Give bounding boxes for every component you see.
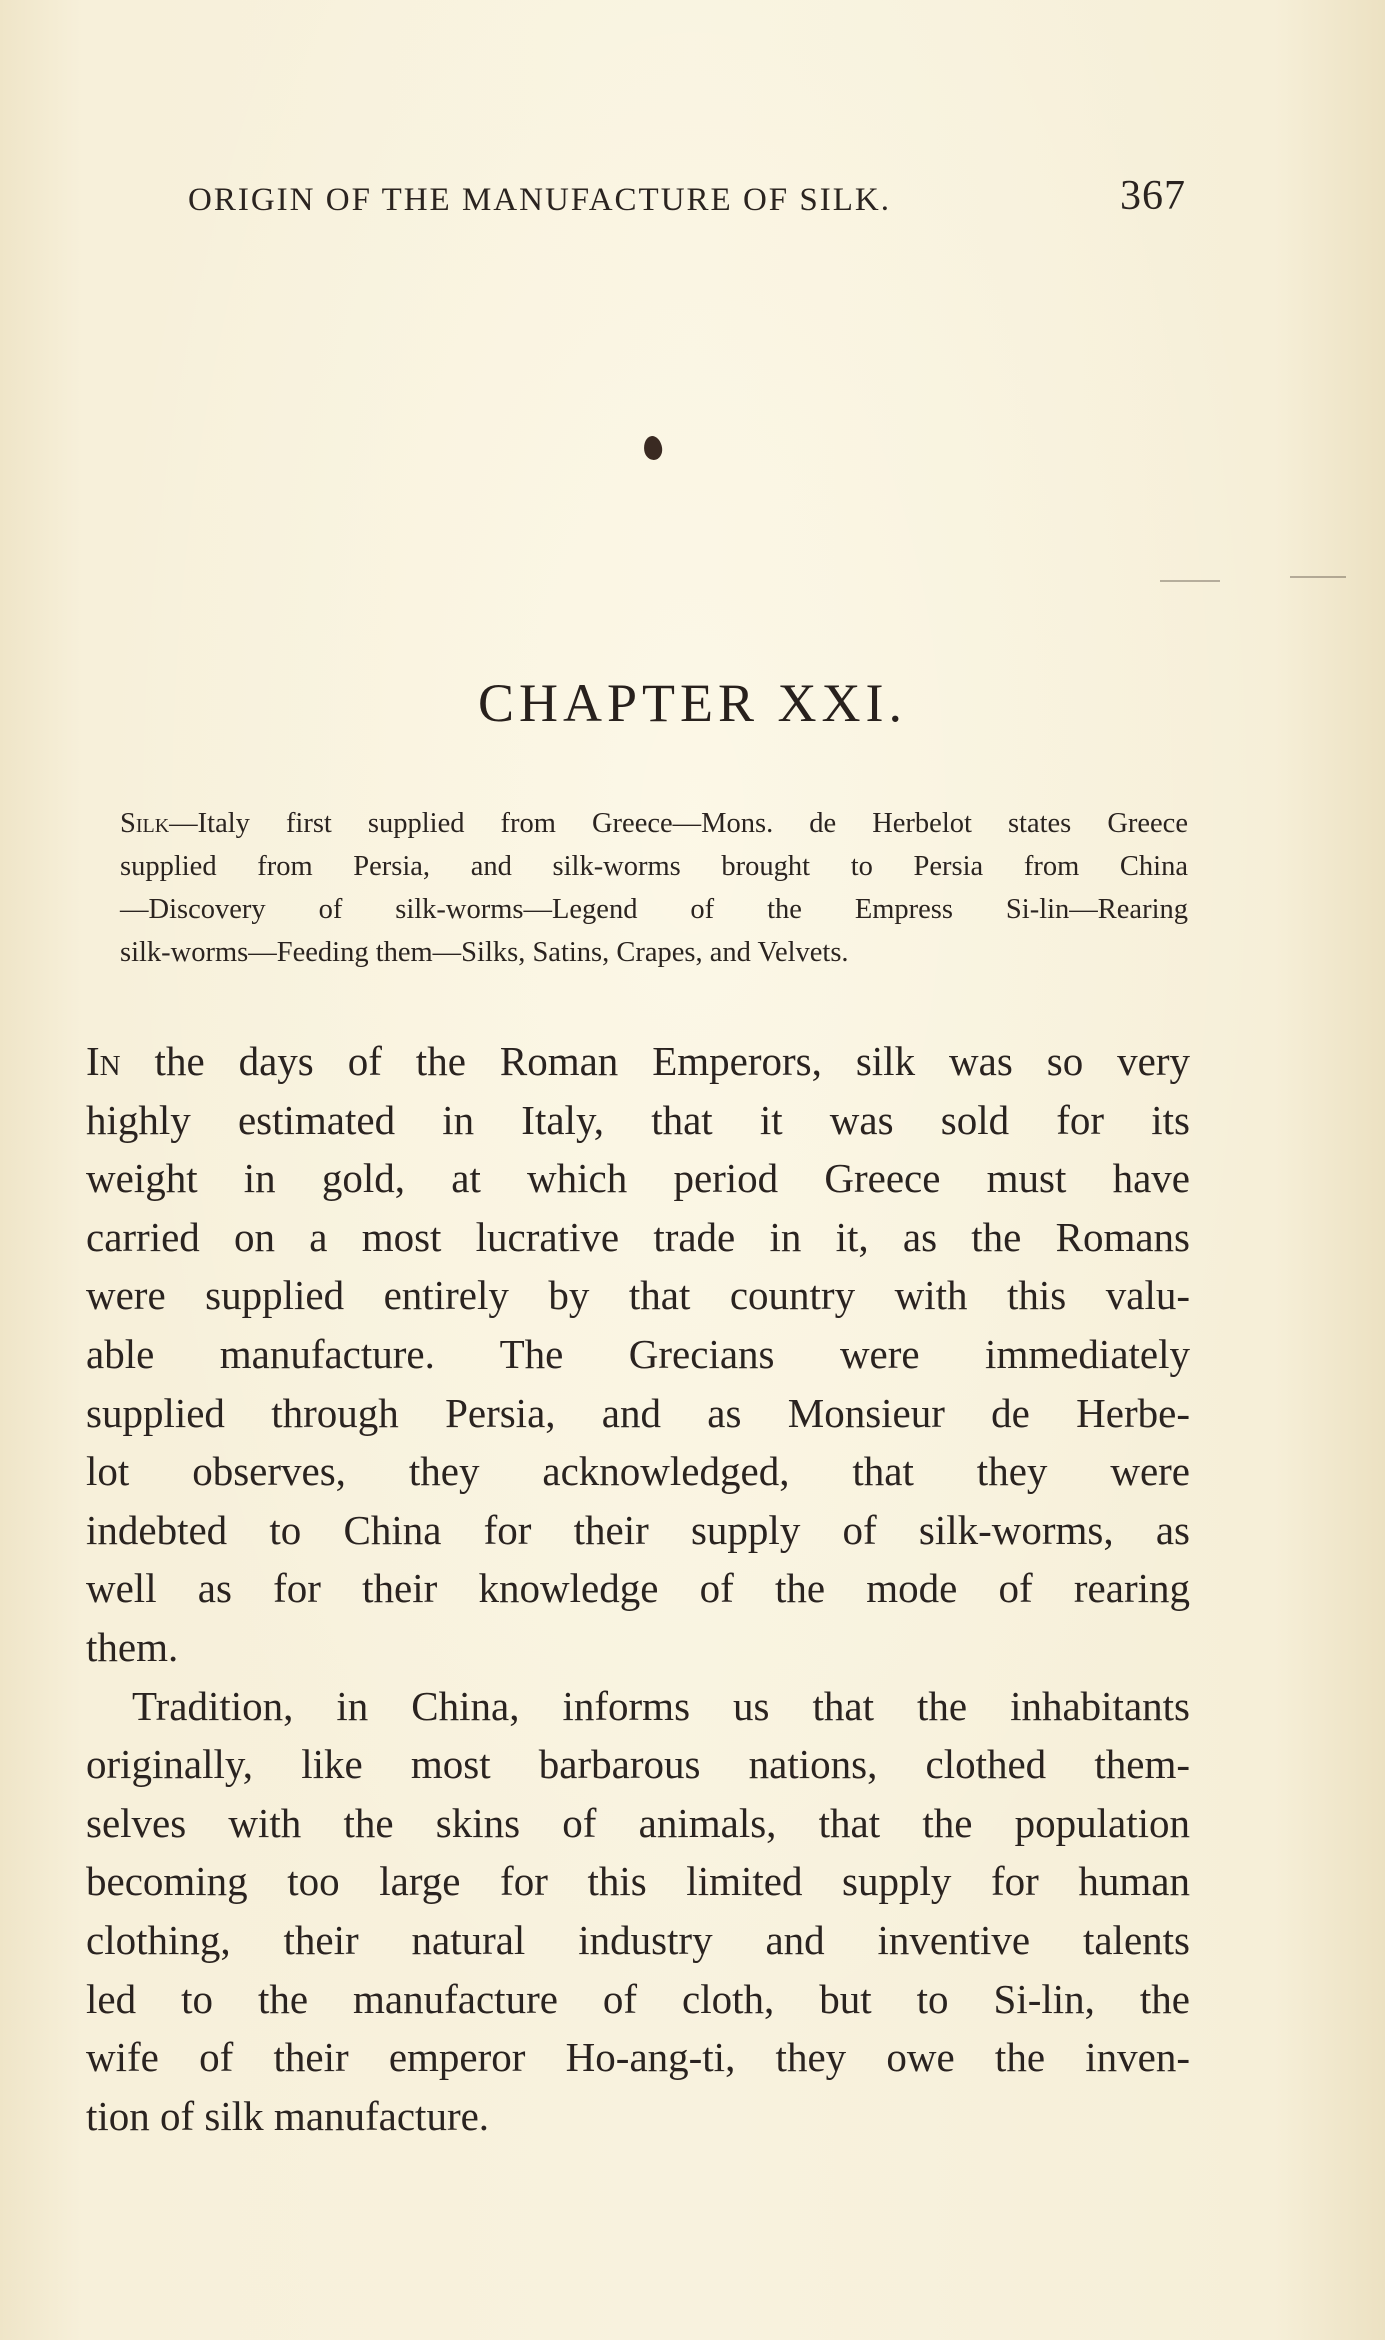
- summary-lead: Silk: [120, 808, 170, 839]
- body-line: selves with the skins of animals, that the population: [86, 1799, 1190, 1846]
- summary-line: [120, 802, 1188, 845]
- body-line: wife of their emperor Ho-ang-ti, they owe the inven-: [86, 2034, 1190, 2081]
- body-line: well as for their knowledge of the mode of rearing: [86, 1565, 1190, 1612]
- body-line: indebted to China for their supply of silk-worms, as: [86, 1506, 1190, 1553]
- summary-line: silk-worms—Feeding them—Silks, Satins, Crapes, and Velvets.: [120, 937, 849, 968]
- body-line: highly estimated in Italy, that it was sold for its: [86, 1096, 1190, 1143]
- body-line: lot observes, they acknowledged, that they were: [86, 1448, 1190, 1495]
- body-line: them.: [86, 1623, 179, 1670]
- body-line: becoming too large for this limited supply for human: [86, 1858, 1190, 1905]
- body-text: [86, 1032, 1190, 2145]
- body-line: Tradition, in China, informs us that the inhabitants: [132, 1682, 1190, 1729]
- margin-smudge: [1160, 580, 1220, 582]
- body-line: tion of silk manufacture.: [86, 2092, 490, 2139]
- body-line: carried on a most lucrative trade in it, as the Romans: [86, 1213, 1190, 1260]
- margin-smudge: [1290, 576, 1346, 578]
- body-line: able manufacture. The Grecians were immediately: [86, 1330, 1190, 1377]
- summary-line-text: —Italy first supplied from Greece—Mons. de Herbelot states Greece: [169, 808, 1188, 839]
- body-line: weight in gold, at which period Greece must have: [86, 1155, 1190, 1202]
- running-head: [188, 173, 1188, 226]
- body-line: clothing, their natural industry and inventive talents: [86, 1916, 1190, 1963]
- chapter-summary: [120, 802, 1188, 974]
- printers-ornament: [642, 435, 663, 461]
- paragraph-lead: In: [86, 1038, 121, 1084]
- summary-line: supplied from Persia, and silk-worms brought to Persia from China: [120, 851, 1188, 882]
- body-line: [86, 1032, 1190, 1091]
- body-line: led to the manufacture of cloth, but to Si-lin, the: [86, 1975, 1190, 2022]
- running-head-title: ORIGIN OF THE MANUFACTURE OF SILK.: [188, 182, 891, 218]
- summary-line: —Discovery of silk-worms—Legend of the Empress Si-lin—Rearing: [120, 894, 1188, 925]
- body-line: originally, like most barbarous nations, clothed them-: [86, 1741, 1190, 1788]
- chapter-title: CHAPTER XXI.: [477, 673, 907, 733]
- page-number: 367: [1120, 173, 1186, 219]
- body-line-text: the days of the Roman Emperors, silk was so very: [120, 1038, 1190, 1084]
- body-line: were supplied entirely by that country with this valu-: [86, 1272, 1190, 1319]
- body-line: supplied through Persia, and as Monsieur de Herbe-: [86, 1389, 1190, 1436]
